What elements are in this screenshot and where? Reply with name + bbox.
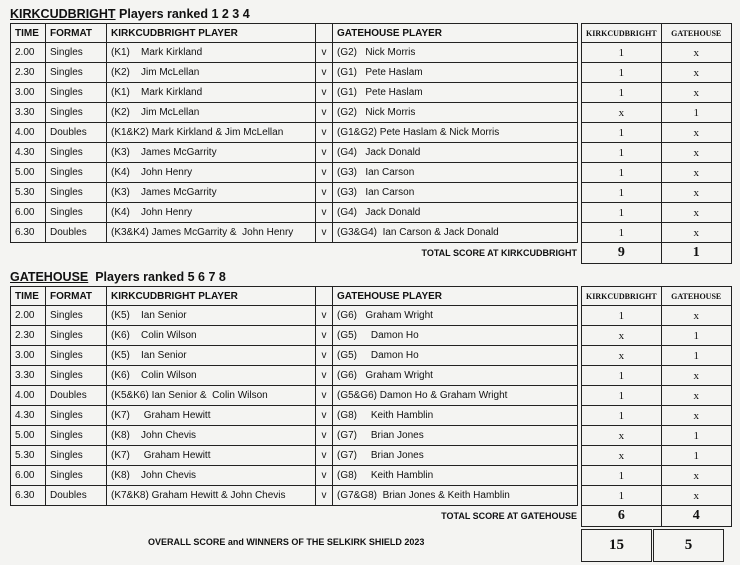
match-format: Singles (46, 426, 107, 446)
kirkcudbright-result: 1 (582, 83, 662, 103)
kirkcudbright-player: (K7) Graham Hewitt (107, 446, 316, 466)
kirkcudbright-player: (K8) John Chevis (107, 466, 316, 486)
table-row (11, 43, 732, 63)
table-row (11, 346, 732, 366)
match-format: Singles (46, 43, 107, 63)
kirkcudbright-result: 1 (582, 486, 662, 506)
versus-marker: v (316, 143, 333, 163)
versus-marker: v (316, 446, 333, 466)
versus-marker: v (316, 466, 333, 486)
gatehouse-result: x (661, 203, 731, 223)
gatehouse-result: x (661, 63, 731, 83)
table-row (11, 386, 732, 406)
gatehouse-player: (G8) Keith Hamblin (333, 466, 578, 486)
gatehouse-player: (G4) Jack Donald (333, 203, 578, 223)
match-time: 4.30 (11, 143, 46, 163)
match-format: Doubles (46, 223, 107, 243)
match-time: 2.00 (11, 306, 46, 326)
versus-marker: v (316, 43, 333, 63)
table-row (11, 326, 732, 346)
header-format: FORMAT (46, 24, 107, 43)
gatehouse-player: (G7) Brian Jones (333, 446, 578, 466)
gatehouse-result: 1 (661, 103, 731, 123)
header-kirkcudbright-score: KIRKCUDBRIGHT (582, 24, 662, 43)
gatehouse-result: x (661, 223, 731, 243)
kirkcudbright-player: (K1&K2) Mark Kirkland & Jim McLellan (107, 123, 316, 143)
kirkcudbright-player: (K2) Jim McLellan (107, 63, 316, 83)
gatehouse-player: (G5) Damon Ho (333, 326, 578, 346)
match-time: 5.30 (11, 446, 46, 466)
kirkcudbright-player: (K6) Colin Wilson (107, 326, 316, 346)
versus-marker: v (316, 486, 333, 506)
gatehouse-result: x (661, 183, 731, 203)
gatehouse-player: (G6) Graham Wright (333, 366, 578, 386)
section-title-main: GATEHOUSE (10, 270, 89, 284)
gatehouse-player: (G3&G4) Ian Carson & Jack Donald (333, 223, 578, 243)
gatehouse-result: x (661, 466, 731, 486)
gatehouse-player: (G3) Ian Carson (333, 183, 578, 203)
match-time: 6.30 (11, 223, 46, 243)
gatehouse-result: x (661, 163, 731, 183)
match-format: Singles (46, 406, 107, 426)
versus-marker: v (316, 406, 333, 426)
match-table-kirkcudbright (10, 23, 732, 264)
kirkcudbright-player: (K1) Mark Kirkland (107, 43, 316, 63)
match-format: Singles (46, 143, 107, 163)
table-row (11, 123, 732, 143)
table-header-row (11, 24, 732, 43)
total-score-label: TOTAL SCORE AT KIRKCUDBRIGHT (421, 248, 577, 259)
table-row (11, 83, 732, 103)
match-format: Doubles (46, 486, 107, 506)
table-header-row (11, 287, 732, 306)
kirkcudbright-result: 1 (582, 163, 662, 183)
gatehouse-result: 1 (661, 426, 731, 446)
match-time: 6.00 (11, 203, 46, 223)
kirkcudbright-result: 1 (582, 183, 662, 203)
section-title-main: KIRKCUDBRIGHT (10, 7, 116, 21)
overall-score-kirkcudbright: 15 (581, 529, 652, 562)
total-score-kirkcudbright: 6 (582, 506, 662, 527)
match-format: Singles (46, 83, 107, 103)
kirkcudbright-result: 1 (582, 63, 662, 83)
match-time: 3.00 (11, 346, 46, 366)
match-format: Singles (46, 446, 107, 466)
gatehouse-player: (G7) Brian Jones (333, 426, 578, 446)
match-format: Singles (46, 346, 107, 366)
versus-marker: v (316, 366, 333, 386)
match-time: 3.30 (11, 103, 46, 123)
kirkcudbright-player: (K5) Ian Senior (107, 346, 316, 366)
match-time: 4.00 (11, 123, 46, 143)
match-format: Singles (46, 183, 107, 203)
kirkcudbright-result: 1 (582, 143, 662, 163)
gatehouse-result: x (661, 486, 731, 506)
kirkcudbright-result: x (582, 346, 662, 366)
gatehouse-player: (G2) Nick Morris (333, 103, 578, 123)
section-title-rest: Players ranked 5 6 7 8 (88, 270, 226, 284)
kirkcudbright-player: (K7) Graham Hewitt (107, 406, 316, 426)
table-row (11, 486, 732, 506)
gatehouse-player: (G1) Pete Haslam (333, 63, 578, 83)
overall-score-row (10, 529, 730, 563)
table-row (11, 103, 732, 123)
gatehouse-result: x (661, 406, 731, 426)
versus-marker: v (316, 63, 333, 83)
match-format: Singles (46, 466, 107, 486)
match-format: Singles (46, 306, 107, 326)
match-table-gatehouse (10, 286, 732, 527)
header-gatehouse-score: GATEHOUSE (661, 24, 731, 43)
kirkcudbright-player: (K4) John Henry (107, 163, 316, 183)
versus-marker: v (316, 163, 333, 183)
match-time: 6.30 (11, 486, 46, 506)
kirkcudbright-result: x (582, 426, 662, 446)
total-score-gatehouse: 1 (661, 243, 731, 264)
versus-marker: v (316, 103, 333, 123)
kirkcudbright-result: x (582, 326, 662, 346)
versus-marker: v (316, 123, 333, 143)
header-gatehouse-player: GATEHOUSE PLAYER (333, 24, 578, 43)
match-format: Singles (46, 63, 107, 83)
kirkcudbright-player: (K5&K6) Ian Senior & Colin Wilson (107, 386, 316, 406)
gatehouse-result: x (661, 83, 731, 103)
kirkcudbright-result: 1 (582, 366, 662, 386)
kirkcudbright-result: 1 (582, 123, 662, 143)
section-title-gatehouse (10, 270, 226, 284)
header-versus-blank (316, 287, 333, 306)
versus-marker: v (316, 83, 333, 103)
versus-marker: v (316, 223, 333, 243)
kirkcudbright-player: (K6) Colin Wilson (107, 366, 316, 386)
kirkcudbright-player: (K3) James McGarrity (107, 183, 316, 203)
versus-marker: v (316, 306, 333, 326)
overall-score-gatehouse: 5 (653, 529, 724, 562)
gatehouse-result: x (661, 366, 731, 386)
gatehouse-player: (G1&G2) Pete Haslam & Nick Morris (333, 123, 578, 143)
match-format: Doubles (46, 123, 107, 143)
versus-marker: v (316, 346, 333, 366)
match-time: 5.00 (11, 426, 46, 446)
match-time: 3.30 (11, 366, 46, 386)
kirkcudbright-result: x (582, 446, 662, 466)
versus-marker: v (316, 326, 333, 346)
gatehouse-player: (G7&G8) Brian Jones & Keith Hamblin (333, 486, 578, 506)
header-versus-blank (316, 24, 333, 43)
kirkcudbright-result: 1 (582, 43, 662, 63)
gatehouse-player: (G5) Damon Ho (333, 346, 578, 366)
header-gatehouse-score: GATEHOUSE (661, 287, 731, 306)
gatehouse-result: x (661, 306, 731, 326)
header-time: TIME (11, 287, 46, 306)
match-time: 2.30 (11, 326, 46, 346)
versus-marker: v (316, 386, 333, 406)
total-row (11, 243, 732, 264)
table-row (11, 63, 732, 83)
table-row (11, 223, 732, 243)
total-row (11, 506, 732, 527)
table-row (11, 466, 732, 486)
kirkcudbright-player: (K8) John Chevis (107, 426, 316, 446)
match-time: 2.00 (11, 43, 46, 63)
header-kirkcudbright-player: KIRKCUDBRIGHT PLAYER (107, 24, 316, 43)
kirkcudbright-player: (K3&K4) James McGarrity & John Henry (107, 223, 316, 243)
match-time: 5.30 (11, 183, 46, 203)
kirkcudbright-result: 1 (582, 386, 662, 406)
match-time: 6.00 (11, 466, 46, 486)
match-time: 2.30 (11, 63, 46, 83)
kirkcudbright-result: 1 (582, 223, 662, 243)
kirkcudbright-result: 1 (582, 406, 662, 426)
table-row (11, 406, 732, 426)
match-time: 3.00 (11, 83, 46, 103)
match-time: 5.00 (11, 163, 46, 183)
gatehouse-result: x (661, 43, 731, 63)
gatehouse-player: (G8) Keith Hamblin (333, 406, 578, 426)
match-format: Singles (46, 163, 107, 183)
gatehouse-player: (G2) Nick Morris (333, 43, 578, 63)
total-score-kirkcudbright: 9 (582, 243, 662, 264)
table-row (11, 163, 732, 183)
overall-score-label: OVERALL SCORE and WINNERS OF THE SELKIRK SHIELD 2023 (148, 537, 425, 547)
table-row (11, 426, 732, 446)
gatehouse-result: 1 (661, 326, 731, 346)
gatehouse-player: (G3) Ian Carson (333, 163, 578, 183)
kirkcudbright-player: (K3) James McGarrity (107, 143, 316, 163)
gatehouse-result: x (661, 386, 731, 406)
kirkcudbright-result: 1 (582, 466, 662, 486)
total-score-gatehouse: 4 (661, 506, 731, 527)
match-format: Doubles (46, 386, 107, 406)
table-row (11, 306, 732, 326)
kirkcudbright-player: (K5) Ian Senior (107, 306, 316, 326)
total-score-label: TOTAL SCORE AT GATEHOUSE (441, 511, 577, 522)
gatehouse-result: 1 (661, 346, 731, 366)
header-gatehouse-player: GATEHOUSE PLAYER (333, 287, 578, 306)
header-kirkcudbright-player: KIRKCUDBRIGHT PLAYER (107, 287, 316, 306)
table-row (11, 203, 732, 223)
table-row (11, 143, 732, 163)
match-format: Singles (46, 366, 107, 386)
gatehouse-player: (G5&G6) Damon Ho & Graham Wright (333, 386, 578, 406)
match-format: Singles (46, 203, 107, 223)
gatehouse-player: (G6) Graham Wright (333, 306, 578, 326)
kirkcudbright-player: (K4) John Henry (107, 203, 316, 223)
kirkcudbright-result: x (582, 103, 662, 123)
kirkcudbright-player: (K1) Mark Kirkland (107, 83, 316, 103)
kirkcudbright-result: 1 (582, 306, 662, 326)
header-format: FORMAT (46, 287, 107, 306)
section-title-kirkcudbright (10, 7, 250, 21)
section-title-rest: Players ranked 1 2 3 4 (115, 7, 250, 21)
kirkcudbright-player: (K7&K8) Graham Hewitt & John Chevis (107, 486, 316, 506)
table-row (11, 446, 732, 466)
match-format: Singles (46, 326, 107, 346)
gatehouse-player: (G4) Jack Donald (333, 143, 578, 163)
match-format: Singles (46, 103, 107, 123)
table-row (11, 366, 732, 386)
match-time: 4.30 (11, 406, 46, 426)
kirkcudbright-result: 1 (582, 203, 662, 223)
versus-marker: v (316, 183, 333, 203)
match-time: 4.00 (11, 386, 46, 406)
versus-marker: v (316, 426, 333, 446)
gatehouse-result: x (661, 143, 731, 163)
table-row (11, 183, 732, 203)
kirkcudbright-player: (K2) Jim McLellan (107, 103, 316, 123)
gatehouse-result: 1 (661, 446, 731, 466)
gatehouse-result: x (661, 123, 731, 143)
header-kirkcudbright-score: KIRKCUDBRIGHT (582, 287, 662, 306)
gatehouse-player: (G1) Pete Haslam (333, 83, 578, 103)
header-time: TIME (11, 24, 46, 43)
versus-marker: v (316, 203, 333, 223)
